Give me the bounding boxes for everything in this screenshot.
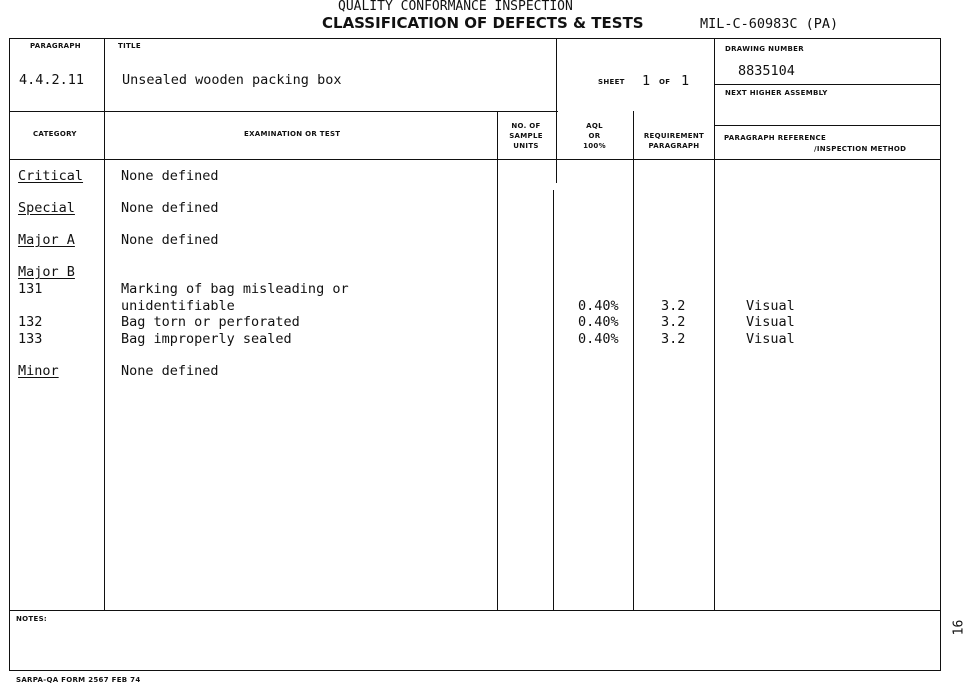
sample-header-1: NO. OF (511, 122, 541, 130)
defect-number-132: 132 (18, 314, 43, 330)
sheet-label: SHEET (598, 78, 625, 86)
aql-133: 0.40% (578, 331, 619, 347)
drawing-number-label: DRAWING NUMBER (725, 45, 804, 53)
sheet-total: 1 (681, 73, 690, 89)
col-divider-sample (497, 111, 498, 610)
defect-number-133: 133 (18, 331, 43, 347)
req-132: 3.2 (661, 314, 686, 330)
rule-next-assembly (714, 84, 941, 85)
rule-top-row (9, 111, 558, 112)
inspection-method-header: /INSPECTION METHOD (814, 145, 907, 153)
desc-132: Bag torn or perforated (121, 314, 300, 330)
col-divider-aql-left (553, 190, 554, 610)
desc-special: None defined (121, 200, 219, 216)
next-higher-assembly-label: NEXT HIGHER ASSEMBLY (725, 89, 828, 97)
spec-number: MIL-C-60983C (PA) (700, 16, 839, 32)
notes-label: NOTES: (16, 615, 48, 623)
col-divider-drawing (714, 38, 715, 610)
aql-132: 0.40% (578, 314, 619, 330)
desc-major-a: None defined (121, 232, 219, 248)
aql-header-2: OR (588, 132, 601, 140)
exam-header: EXAMINATION OR TEST (244, 130, 341, 138)
sample-header-3: UNITS (513, 142, 539, 150)
aql-header (556, 121, 633, 151)
form-header-line1: QUALITY CONFORMANCE INSPECTION (338, 0, 573, 14)
sheet-of: OF (659, 78, 671, 86)
category-major-a: Major A (18, 232, 75, 248)
rule-next-assembly-bottom (714, 125, 941, 126)
desc-minor: None defined (121, 363, 219, 379)
paragraph-reference-header: PARAGRAPH REFERENCE (724, 134, 827, 142)
sheet-number: 1 (642, 73, 651, 89)
category-special: Special (18, 200, 75, 216)
title-value: Unsealed wooden packing box (122, 72, 342, 88)
desc-131-line1: Marking of bag misleading or (121, 281, 349, 297)
aql-header-1: AQL (586, 122, 603, 130)
col-divider-title (556, 38, 557, 183)
paragraph-label: PARAGRAPH (30, 42, 81, 50)
rule-notes-top (9, 610, 941, 611)
category-critical: Critical (18, 168, 84, 184)
method-133: Visual (746, 331, 795, 347)
requirement-header (634, 131, 714, 151)
req-header-2: PARAGRAPH (648, 142, 700, 150)
method-131: Visual (746, 298, 795, 314)
sample-header-2: SAMPLE (509, 132, 543, 140)
aql-131: 0.40% (578, 298, 619, 314)
title-label: TITLE (118, 42, 141, 50)
rule-header-bottom (9, 159, 941, 160)
desc-critical: None defined (121, 168, 219, 184)
req-header-1: REQUIREMENT (643, 132, 705, 140)
category-major-b: Major B (18, 264, 75, 280)
defect-number-131: 131 (18, 281, 43, 297)
form-footer: SARPA-QA FORM 2567 FEB 74 (16, 676, 141, 684)
form-frame (9, 38, 941, 671)
method-132: Visual (746, 314, 795, 330)
page-number: 16 (951, 619, 966, 636)
desc-133: Bag improperly sealed (121, 331, 292, 347)
paragraph-value: 4.4.2.11 (19, 72, 85, 88)
drawing-number-value: 8835104 (738, 63, 795, 79)
form-header-line2: CLASSIFICATION OF DEFECTS & TESTS (322, 14, 644, 32)
aql-header-3: 100% (583, 142, 606, 150)
col-divider-category (104, 38, 105, 610)
desc-131-line2: unidentifiable (121, 298, 235, 314)
col-divider-aql (633, 111, 634, 610)
req-131: 3.2 (661, 298, 686, 314)
category-minor: Minor (18, 363, 59, 379)
category-header: CATEGORY (33, 130, 77, 138)
sample-units-header (498, 121, 554, 151)
req-133: 3.2 (661, 331, 686, 347)
